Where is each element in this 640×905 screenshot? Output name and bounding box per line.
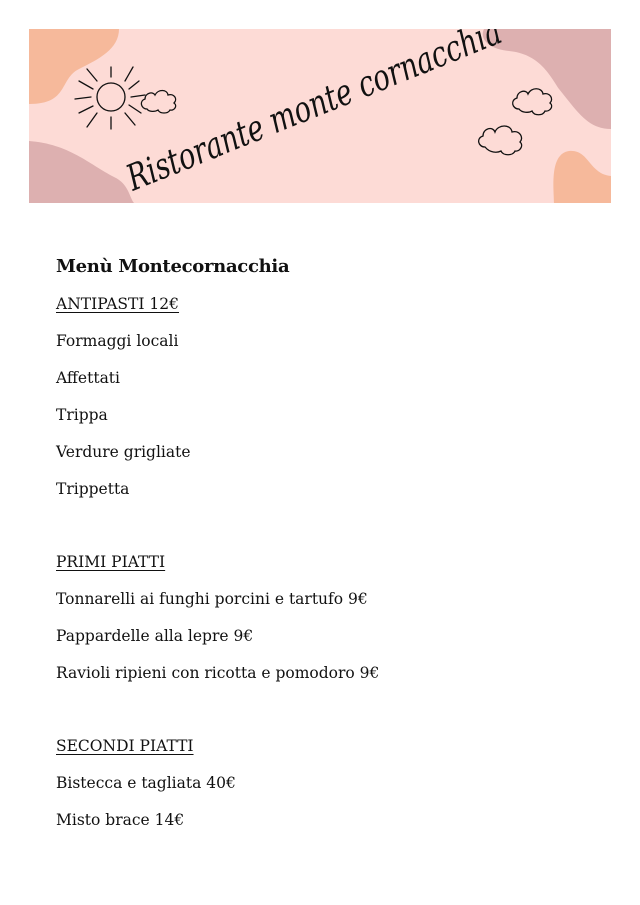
menu-item: Verdure grigliate: [56, 443, 191, 461]
menu-item: Trippetta: [56, 480, 130, 498]
menu-item: Pappardelle alla lepre 9€: [56, 627, 254, 645]
menu-item: Affettati: [56, 369, 120, 387]
spacer: [56, 511, 596, 547]
menu-content: [56, 252, 596, 842]
menu-item: Tonnarelli ai funghi porcini e tartufo 9€: [56, 590, 368, 608]
menu-item: Bistecca e tagliata 40€: [56, 774, 236, 792]
spacer: [56, 695, 596, 731]
menu-item: Misto brace 14€: [56, 811, 185, 829]
restaurant-banner-logo: [29, 29, 611, 203]
menu-item: Formaggi locali: [56, 332, 179, 350]
section-title-secondi: SECONDI PIATTI: [56, 737, 194, 755]
menu-title: Menù Montecornacchia: [56, 256, 290, 277]
section-title-primi: PRIMI PIATTI: [56, 553, 166, 571]
section-title-antipasti: ANTIPASTI 12€: [56, 295, 180, 313]
menu-item: Ravioli ripieni con ricotta e pomodoro 9€: [56, 664, 380, 682]
menu-item: Trippa: [56, 406, 108, 424]
